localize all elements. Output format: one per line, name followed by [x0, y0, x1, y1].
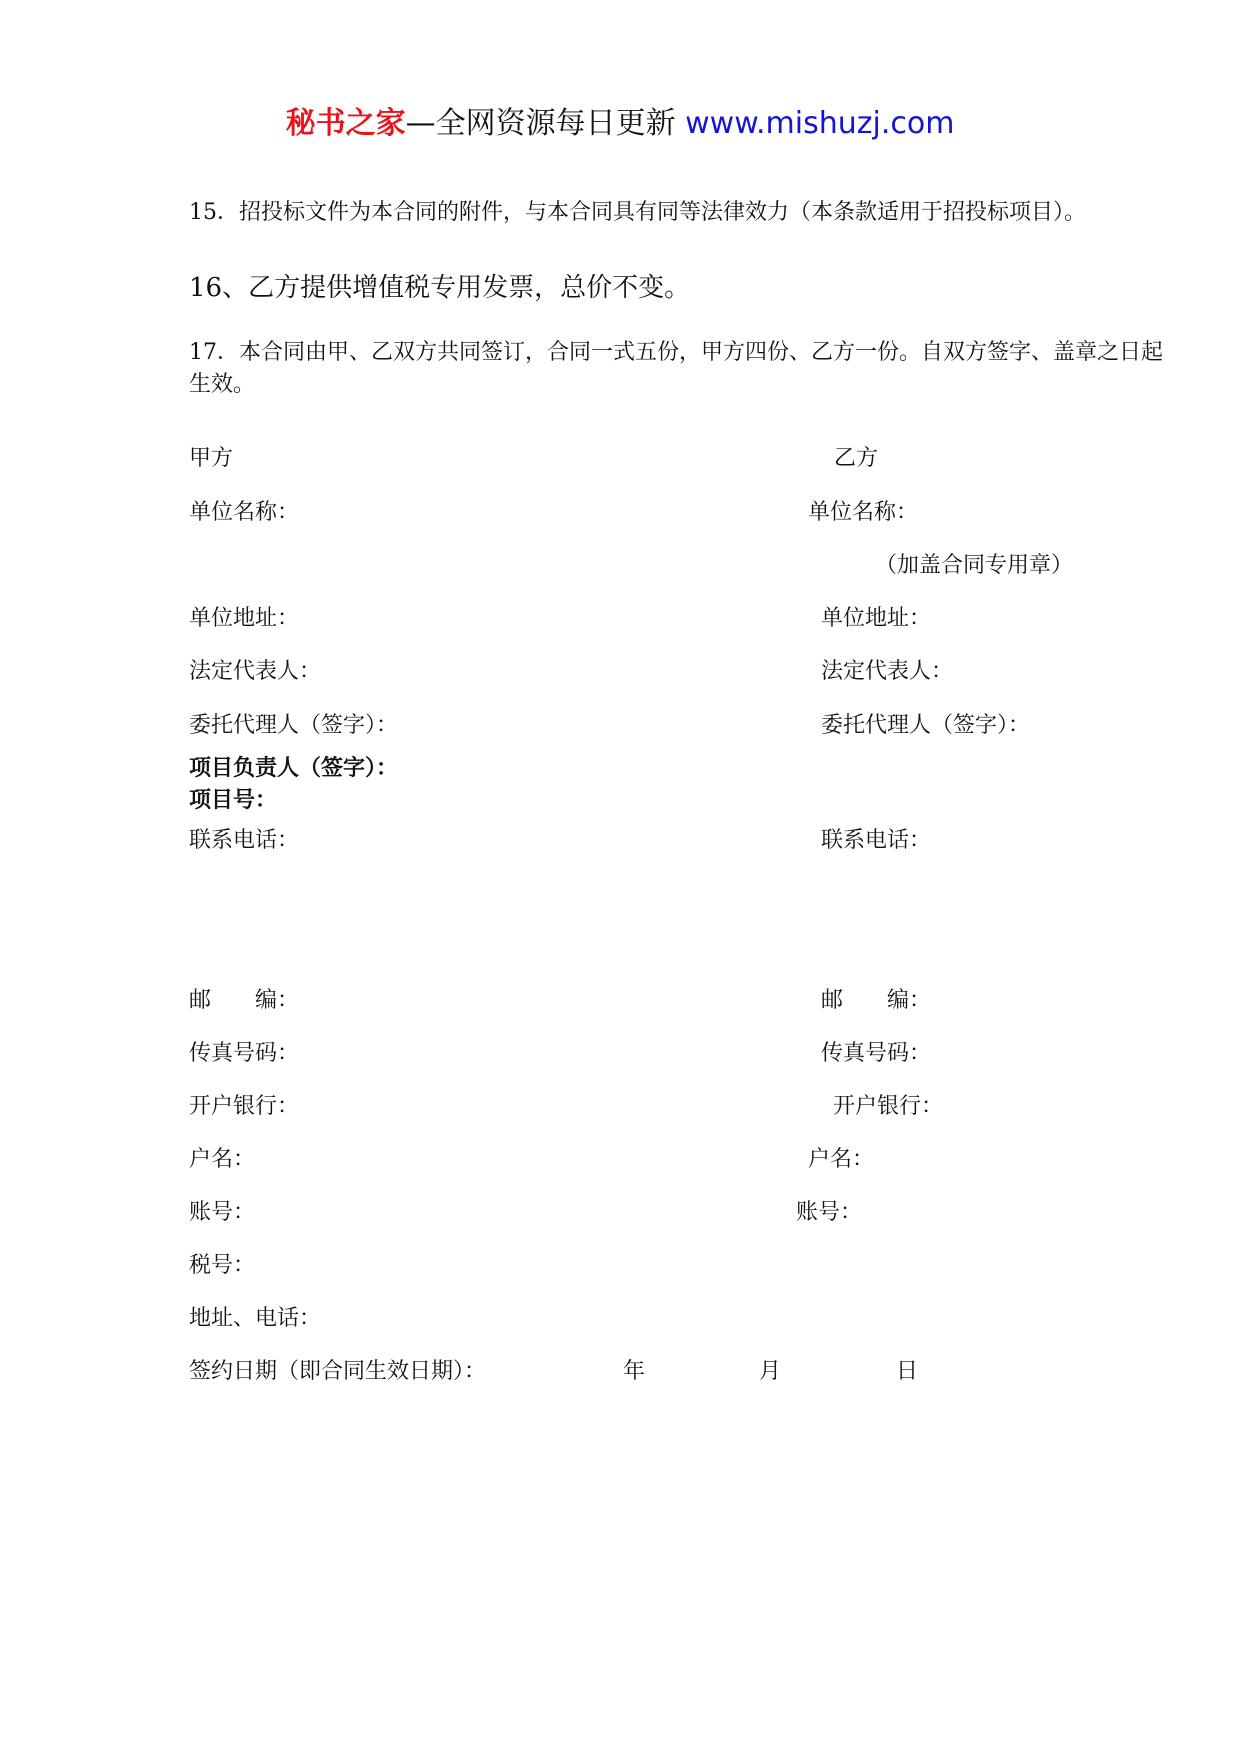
party-b-unit-address: 单位地址：: [821, 606, 932, 631]
party-a-legal-rep: 法定代表人：: [189, 659, 322, 684]
party-b-unit-name: 单位名称：: [808, 500, 919, 525]
party-b-fax: 传真号码：: [821, 1041, 932, 1066]
clause-15: 15．招投标文件为本合同的附件，与本合同具有同等法律效力（本条款适用于招投标项目）。: [189, 200, 1086, 225]
party-a-unit-address: 单位地址：: [189, 606, 300, 631]
party-a-bank: 开户银行：: [189, 1094, 300, 1119]
header-brand: 秘书之家: [285, 106, 406, 141]
sign-date-day: 日: [896, 1359, 919, 1384]
party-a-fax: 传真号码：: [189, 1041, 300, 1066]
party-a-tax-no: 税号：: [189, 1253, 256, 1278]
sign-date-label: 签约日期（即合同生效日期）：: [189, 1359, 487, 1384]
header-url-link[interactable]: www.mishuzj.com: [685, 106, 955, 141]
party-a-unit-name: 单位名称：: [189, 500, 300, 525]
clause-17: 17．本合同由甲、乙双方共同签订，合同一式五份，甲方四份、乙方一份。自双方签字、盖章之日起生效。: [189, 340, 1163, 397]
sign-date-year: 年: [623, 1359, 646, 1384]
party-b-account-name: 户名：: [808, 1147, 875, 1172]
party-a-address-phone: 地址、电话：: [189, 1306, 322, 1331]
page-header: [0, 100, 1240, 148]
party-b-postcode: 邮 编：: [821, 988, 932, 1013]
sign-date-month: 月: [759, 1359, 782, 1384]
party-b-legal-rep: 法定代表人：: [821, 659, 954, 684]
party-b-title: 乙方: [834, 446, 879, 471]
party-a-postcode: 邮 编：: [189, 988, 300, 1013]
party-b-bank: 开户银行：: [833, 1094, 944, 1119]
party-b-account-no: 账号：: [796, 1200, 863, 1225]
party-b-seal-note: （加盖合同专用章）: [875, 553, 1074, 578]
header-slogan: —全网资源每日更新: [405, 106, 676, 141]
party-a-account-no: 账号：: [189, 1200, 256, 1225]
party-a-account-name: 户名：: [189, 1147, 256, 1172]
party-b-phone: 联系电话：: [821, 828, 932, 853]
party-a-project-lead: 项目负责人（签字）：: [189, 756, 399, 781]
party-a-agent: 委托代理人（签字）：: [189, 713, 399, 738]
clause-16: 16、乙方提供增值税专用发票，总价不变。: [189, 273, 691, 303]
party-a-title: 甲方: [189, 446, 234, 471]
party-b-agent: 委托代理人（签字）：: [821, 713, 1031, 738]
party-a-phone: 联系电话：: [189, 828, 300, 853]
party-a-project-no: 项目号：: [189, 788, 278, 813]
